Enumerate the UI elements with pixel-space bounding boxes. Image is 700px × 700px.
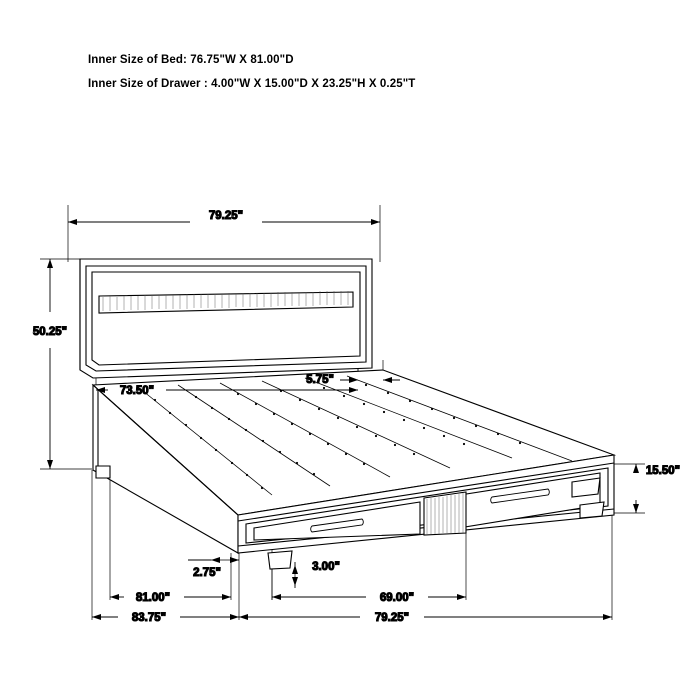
dim-overall-height: 50.25": [32, 326, 68, 338]
dim-footboard-height: 15.50": [645, 465, 681, 477]
inner-size-bed-text: Inner Size of Bed: 76.75"W X 81.00"D: [88, 54, 294, 66]
dim-deck-gap: 2.75": [193, 567, 221, 579]
inner-size-drawer-text: Inner Size of Drawer : 4.00"W X 15.00"D X 23.25"H X 0.25"T: [88, 78, 416, 90]
dim-footboard-outer: 79.25": [374, 612, 410, 624]
dim-side-length-outer: 83.75": [131, 612, 167, 624]
dim-footboard-inner: 69.00": [379, 592, 415, 604]
dim-headboard-width: 79.25": [208, 210, 244, 222]
dim-leg-height: 3.00": [312, 561, 340, 573]
dim-headboard-offset: 5.75": [306, 374, 334, 386]
dim-side-length: 81.00": [135, 592, 171, 604]
dim-headboard-inner-width: 73.50": [119, 385, 155, 397]
